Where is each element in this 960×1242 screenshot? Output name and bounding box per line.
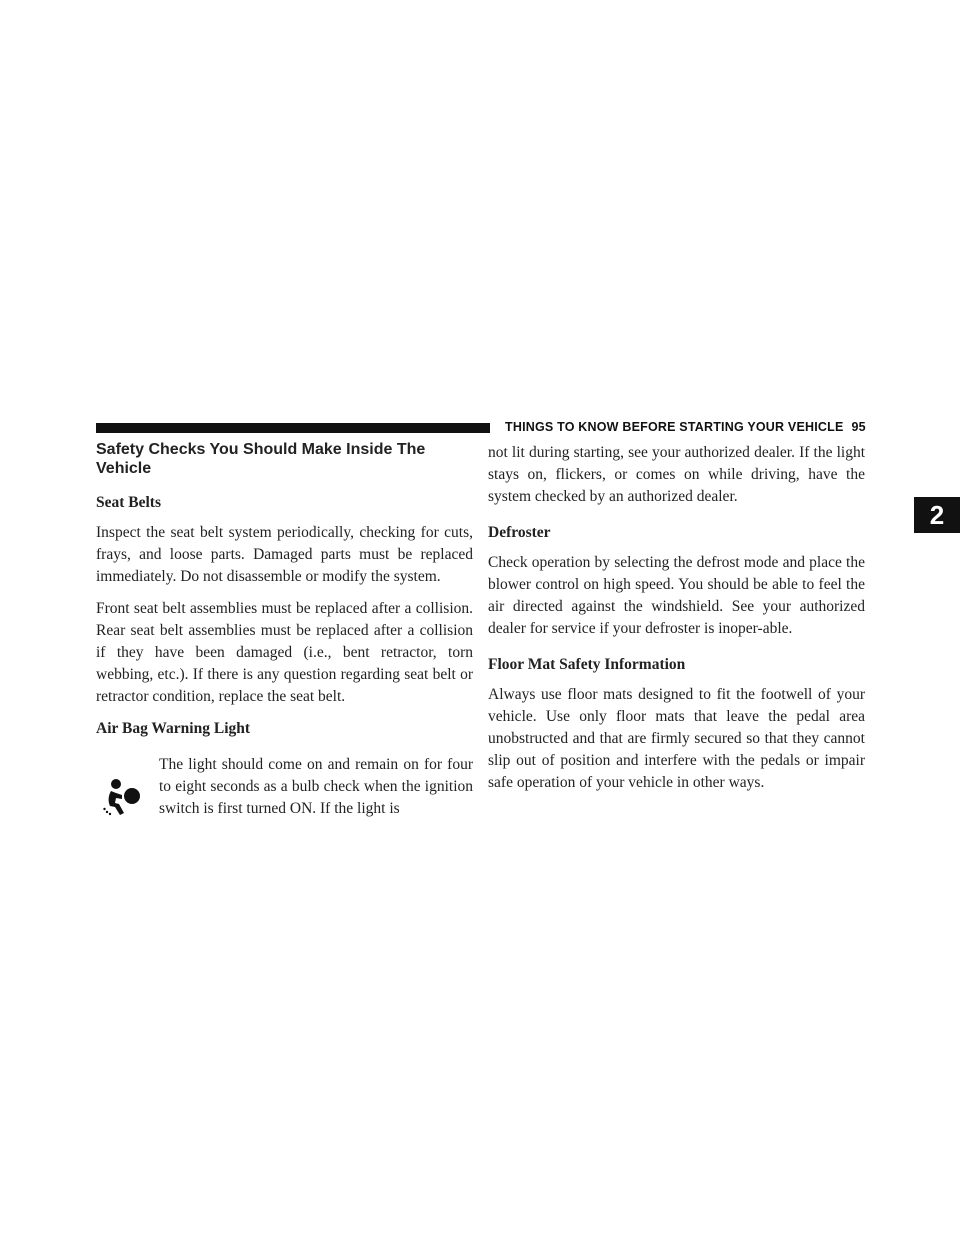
air-bag-continuation: not lit during starting, see your authorized dealer. If the light stays on, flickers, or comes on while driving, have the system checked by an authorized dealer. — [488, 444, 865, 505]
seat-belts-paragraph-2: Front seat belt assemblies must be replaced after a collision. Rear seat belt assemblies must be replaced after a collision if they have been damaged (i.e., bent retractor, torn webbing, etc.). If there is any question regarding seat belt or retractor condition, replace the seat belt. — [96, 600, 473, 705]
air-bag-paragraph: The light should come on and remain on for four to eight seconds as a bulb check when the ignition switch is first turned ON. If the light is — [159, 756, 473, 817]
floor-mat-paragraph: Always use floor mats designed to fit the footwell of your vehicle. Use only floor mats that leave the pedal area unobstructed and that are firmly secured so that they cannot slip out of position and interfere with the pedals or impair safe operation of your vehicle in other ways. — [488, 686, 865, 791]
section-title: Safety Checks You Should Make Inside The Vehicle — [96, 441, 426, 477]
defroster-paragraph: Check operation by selecting the defrost mode and place the blower control on high speed. You should be able to feel the air directed against the windshield. See your authorized dealer for service if your defroster is inoper-able. — [488, 554, 865, 637]
page-number: 95 — [851, 420, 866, 434]
chapter-tab: 2 — [914, 497, 960, 533]
header-section-label: THINGS TO KNOW BEFORE STARTING YOUR VEHICLE — [505, 420, 844, 434]
floor-mat-heading: Floor Mat Safety Information — [488, 656, 686, 673]
air-bag-warning-icon — [102, 776, 142, 816]
defroster-heading: Defroster — [488, 524, 551, 541]
seat-belts-heading: Seat Belts — [96, 494, 162, 511]
left-column — [96, 440, 473, 830]
header-rule — [96, 423, 490, 433]
air-bag-heading: Air Bag Warning Light — [96, 720, 251, 737]
running-header — [505, 417, 865, 437]
right-column — [488, 442, 865, 804]
air-bag-block — [96, 754, 473, 820]
seat-belts-paragraph-1: Inspect the seat belt system periodically, checking for cuts, frays, and loose parts. Damaged parts must be replaced immediately. Do not disassemble or modify the system. — [96, 524, 473, 585]
